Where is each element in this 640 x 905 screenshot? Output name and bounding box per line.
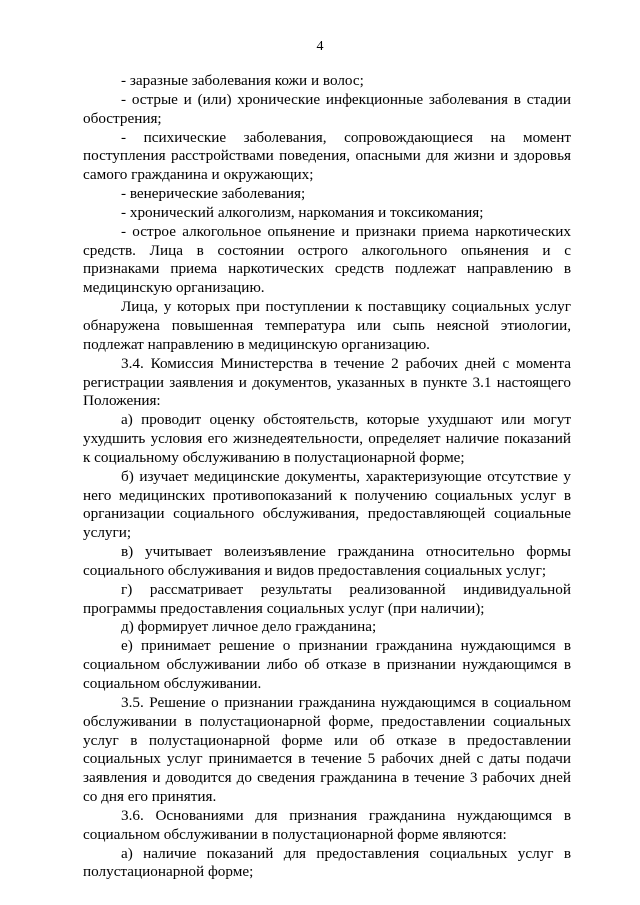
paragraph: в) учитывает волеизъявление гражданина относительно формы социального обслуживания и видов предоставления социальных услуг; bbox=[83, 543, 571, 579]
paragraph: - острое алкогольное опьянение и признаки приема наркотических средств. Лица в состоянии острого алкогольного опьянения и с признаками приема наркотических средств подлежат направлению в медицинскую организацию. bbox=[83, 222, 571, 297]
paragraph: - венерические заболевания; bbox=[121, 185, 306, 203]
paragraph: 3.6. Основаниями для признания гражданина нуждающимся в социальном обслуживании в полустационарной форме являются: bbox=[83, 806, 571, 843]
page-number: 4 bbox=[316, 39, 324, 54]
paragraph: а) наличие показаний для предоставления социальных услуг в полустационарной форме; bbox=[83, 844, 571, 881]
paragraph: 3.5. Решение о признании гражданина нуждающимся в социальном обслуживании в полустационарной форме, предоставлении социальных услуг в полустационарной форме или об отказе в предоставлении социальных услуг принимается в течение 5 рабочих дней с даты подачи заявления и доводится до сведения гражданина в течение 3 рабочих дней со дня его принятия. bbox=[83, 693, 571, 806]
paragraph: 3.4. Комиссия Министерства в течение 2 рабочих дней с момента регистрации заявления и документов, указанных в пункте 3.1 настоящего Положения: bbox=[83, 354, 571, 410]
paragraph: г) рассматривает результаты реализованной индивидуальной программы предоставления социальных услуг (при наличии); bbox=[83, 580, 571, 617]
paragraph: б) изучает медицинские документы, характеризующие отсутствие у него медицинских противопоказаний к получению социальных услуг в организации социального обслуживания, предоставляющей социальные услуги; bbox=[83, 467, 571, 542]
document-body bbox=[83, 72, 571, 882]
paragraph: - заразные заболевания кожи и волос; bbox=[121, 72, 364, 89]
paragraph: - острые и (или) хронические инфекционные заболевания в стадии обострения; bbox=[83, 90, 571, 127]
paragraph: - психические заболевания, сопровождающиеся на момент поступления расстройствами поведения, опасными для жизни и здоровья самого гражданина и окружающих; bbox=[83, 128, 571, 184]
paragraph: д) формирует личное дело гражданина; bbox=[121, 618, 377, 636]
paragraph: Лица, у которых при поступлении к поставщику социальных услуг обнаружена повышенная температура или сыпь неясной этиологии, подлежат направлению в медицинскую организацию. bbox=[83, 298, 571, 353]
paragraph: - хронический алкоголизм, наркомания и токсикомания; bbox=[121, 203, 484, 221]
paragraph: е) принимает решение о признании гражданина нуждающимся в социальном обслуживании либо об отказе в признании нуждающимся в социальном обслуживании. bbox=[83, 637, 571, 692]
paragraph: а) проводит оценку обстоятельств, которые ухудшают или могут ухудшить условия его жизнедеятельности, определяет наличие показаний к социальному обслуживанию в полустационарной форме; bbox=[83, 411, 571, 466]
